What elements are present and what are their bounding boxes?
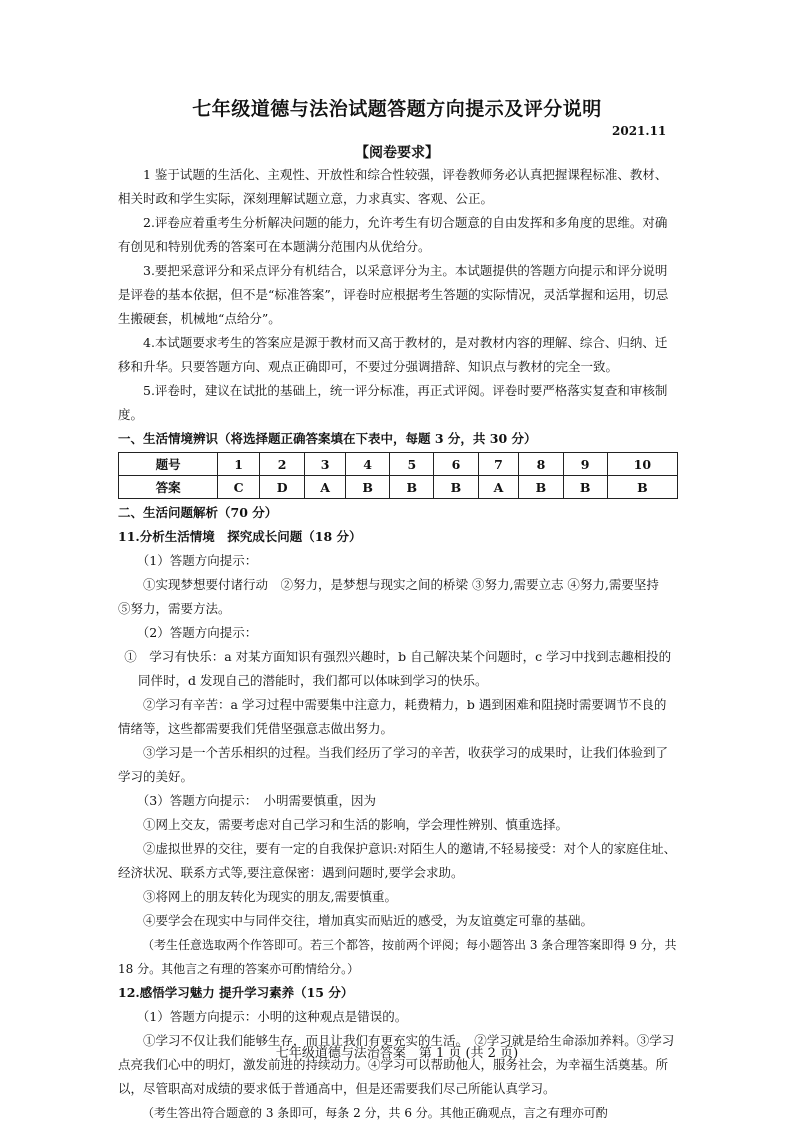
- q11-part2-item: ① 学习有快乐：a 对某方面知识有强烈兴趣时，b 自己解决某个问题时，c 学习中找到志趣相投的同伴时，d 发现自己的潜能时，我们都可以体味到学习的快乐。: [124, 649, 672, 688]
- q12-part1-heading: （1）答题方向提示：小明的这种观点是错误的。: [136, 1009, 408, 1024]
- row-label-answer: 答案: [119, 476, 218, 499]
- answer-cell: A: [305, 476, 346, 499]
- question-number: 6: [434, 453, 478, 476]
- requirement-1: 1 鉴于试题的生活化、主观性、开放性和综合性较强，评卷教师务必认真把握课程标准、教材、相关时政和学生实际，深刻理解试题立意，力求真实、客观、公正。: [118, 167, 668, 206]
- answer-cell: B: [434, 476, 478, 499]
- q11-part2-item: ③学习是一个苦乐相织的过程。当我们经历了学习的辛苦，收获学习的成果时，让我们体验到了学习的美好。: [118, 745, 669, 784]
- question-number: 4: [346, 453, 390, 476]
- table-row-numbers: [119, 453, 678, 476]
- answer-cell: B: [346, 476, 390, 499]
- q12-heading: 12.感悟学习魅力 提升学习素养（15 分）: [118, 985, 354, 1000]
- question-number: 10: [607, 453, 677, 476]
- requirement-4: 4.本试题要求考生的答案应是源于教材而又高于教材的，是对教材内容的理解、综合、归纳、迁移和升华。只要答题方向、观点正确即可，不要过分强调措辞、知识点与教材的完全一致。: [118, 335, 668, 374]
- document-date: 2021.11: [612, 124, 667, 138]
- answer-cell: B: [563, 476, 607, 499]
- answer-cell: C: [218, 476, 260, 499]
- answer-cell: B: [519, 476, 563, 499]
- q11-part3-item: ②虚拟世界的交往，要有一定的自我保护意识:对陌生人的邀请,不轻易接受：对个人的家庭住址、经济状况、联系方式等,要注意保密：遇到问题时,要学会求助。: [118, 841, 677, 880]
- q11-part2-item: ②学习有辛苦：a 学习过程中需要集中注意力，耗费精力，b 遇到困难和阻挠时需要调节不良的情绪等，这些都需要我们凭借坚强意志做出努力。: [118, 697, 667, 736]
- requirements-heading: 【阅卷要求】: [355, 145, 439, 161]
- q12-scoring-note: （考生答出符合题意的 3 条即可，每条 2 分，共 6 分。其他正确观点，言之有理亦可酌: [142, 1106, 608, 1120]
- row-label-question-number: 题号: [119, 453, 218, 476]
- question-number: 2: [260, 453, 305, 476]
- requirement-5: 5.评卷时，建议在试批的基础上，统一评分标准，再正式评阅。评卷时要严格落实复查和审核制度。: [118, 383, 668, 422]
- requirement-3: 3.要把采意评分和采点评分有机结合，以采意评分为主。本试题提供的答题方向提示和评分说明是评卷的基本依据，但不是“标准答案”，评卷时应根据考生答题的实际情况，灵活掌握和运用，切忌生搬硬套，机械地“点给分”。: [118, 263, 669, 326]
- answer-cell: D: [260, 476, 305, 499]
- question-number: 1: [218, 453, 260, 476]
- q11-part3-item: ①网上交友，需要考虑对自己学习和生活的影响，学会理性辨别、慎重选择。: [143, 817, 569, 832]
- question-number: 3: [305, 453, 346, 476]
- question-number: 5: [390, 453, 434, 476]
- question-number: 7: [478, 453, 519, 476]
- section1-heading: 一、生活情境辨识（将选择题正确答案填在下表中，每题 3 分，共 30 分）: [118, 431, 537, 446]
- q11-part2-heading: （2）答题方向提示：: [136, 625, 258, 640]
- section2-heading: 二、生活问题解析（70 分）: [118, 505, 278, 520]
- q11-scoring-note: （考生任意选取两个作答即可。若三个都答，按前两个评阅；每小题答出 3 条合理答案即得 9 分，共 18 分。其他言之有理的答案亦可酌情给分。）: [118, 938, 677, 976]
- q11-part1-heading: （1）答题方向提示：: [136, 553, 258, 568]
- q12-part1-text: ①学习不仅让我们能够生存，而且让我们有更充实的生活。 ②学习就是给生命添加养料。③学习点亮我们心中的明灯，激发前进的持续动力。④学习可以帮助他人，服务社会，为幸福生活奠基。所以，尽管职高对成绩的要求低于普通高中，但是还需要我们尽己所能认真学习。: [118, 1033, 675, 1096]
- q11-part3-item: ③将网上的朋友转化为现实的朋友,需要慎重。: [143, 889, 397, 904]
- table-row-answers: [119, 476, 678, 499]
- q11-part3-item: ④要学会在现实中与同伴交往，增加真实而贴近的感受，为友谊奠定可靠的基础。: [143, 913, 594, 928]
- answer-cell: B: [607, 476, 677, 499]
- q11-part1-text: ①实现梦想要付诸行动 ②努力，是梦想与现实之间的桥梁 ③努力,需要立志 ④努力,需要坚持 ⑤努力，需要方法。: [118, 577, 672, 616]
- document-body: [118, 163, 678, 1125]
- answer-cell: B: [390, 476, 434, 499]
- q11-heading: 11.分析生活情境 探究成长问题（18 分）: [118, 529, 362, 544]
- question-number: 8: [519, 453, 563, 476]
- document-title: 七年级道德与法治试题答题方向提示及评分说明: [192, 98, 602, 120]
- requirement-2: 2.评卷应着重考生分析解决问题的能力，允许考生有切合题意的自由发挥和多角度的思维。对确有创见和特别优秀的答案可在本题满分范围内从优给分。: [118, 215, 668, 254]
- q11-part3-heading: （3）答题方向提示： 小明需要慎重，因为: [136, 793, 376, 808]
- page-footer: 七年级道德与法治答案 第 1 页 (共 2 页): [275, 1046, 519, 1061]
- answer-cell: A: [478, 476, 519, 499]
- answer-table: [118, 452, 678, 499]
- question-number: 9: [563, 453, 607, 476]
